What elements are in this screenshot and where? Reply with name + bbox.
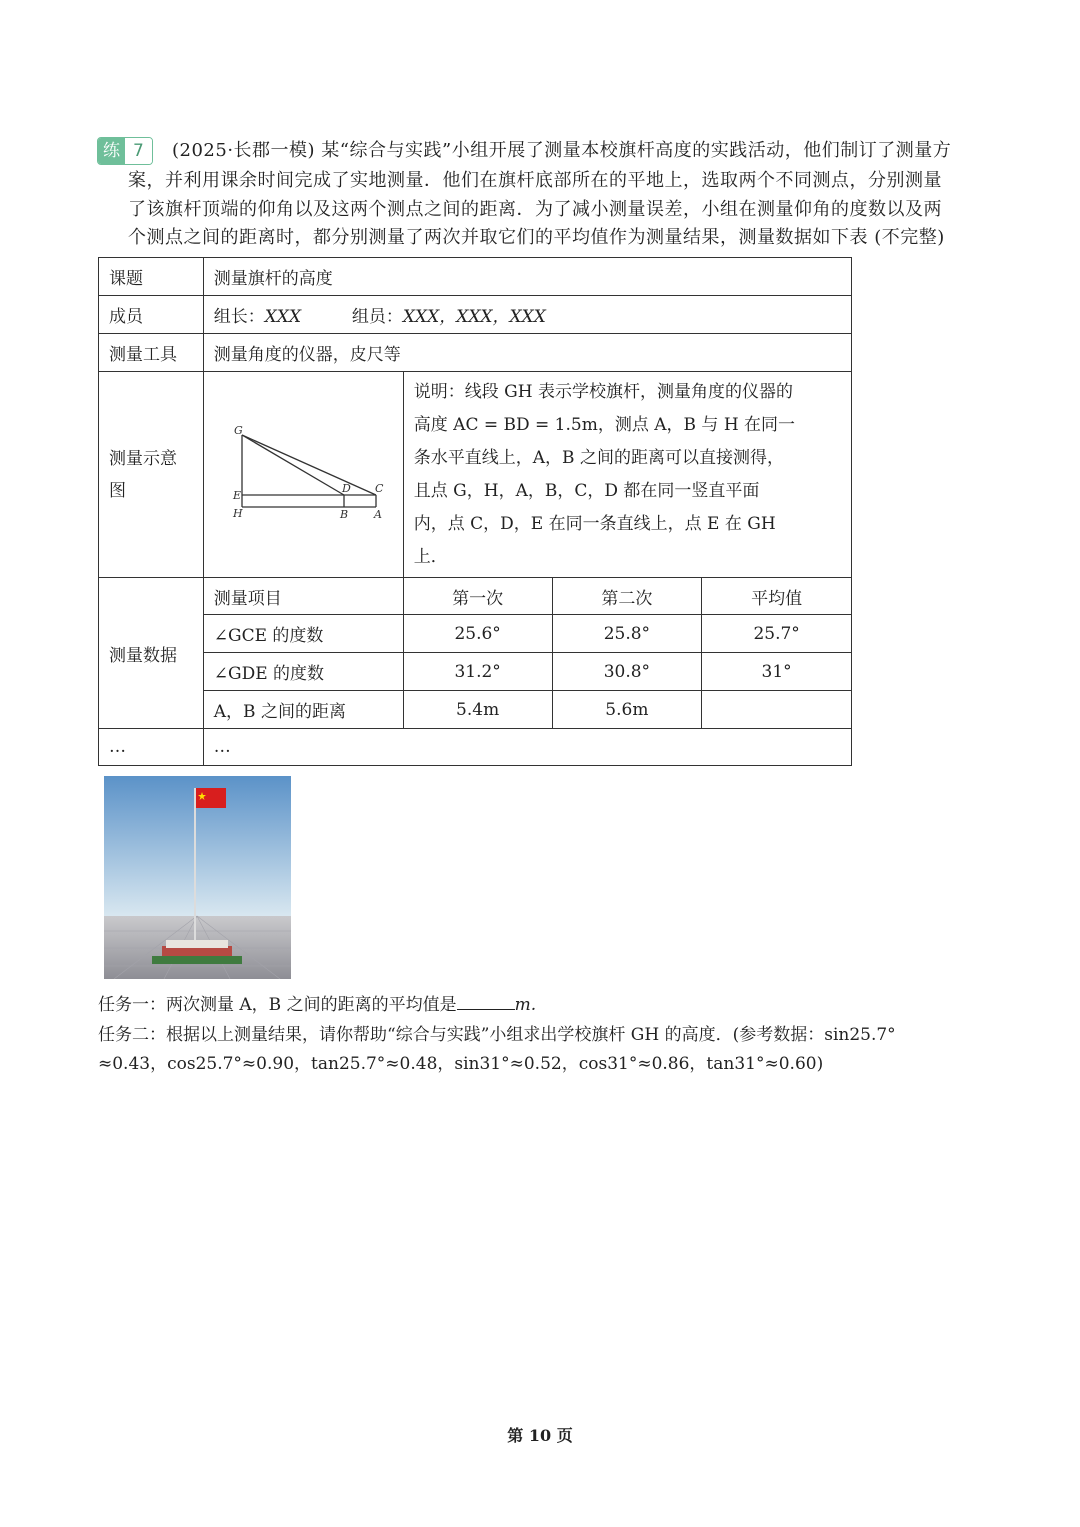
row-average: 31°: [702, 653, 852, 691]
sight-line-d: [242, 435, 344, 495]
table-row: [99, 691, 852, 729]
row-first: 5.4m: [403, 691, 552, 729]
data-label: 测量数据: [99, 578, 204, 729]
explanation-line: 内，点 C，D，E 在同一条直线上，点 E 在 GH: [413, 513, 776, 534]
task-one: [98, 990, 536, 1020]
task-two-line-2: ≈0.43，cos25.7°≈0.90，tan25.7°≈0.48，sin31°≈0.52，cos31°≈0.86，tan31°≈0.60): [98, 1054, 824, 1074]
diagram-cell: [203, 372, 403, 578]
header-item: 测量项目: [203, 578, 403, 615]
measurement-table: [98, 257, 852, 766]
answer-blank[interactable]: [457, 991, 515, 1010]
explanation-line: 且点 G，H，A，B，C，D 都在同一竖直平面: [413, 480, 760, 501]
table-row: [99, 653, 852, 691]
row-item: ∠GCE 的度数: [203, 615, 403, 653]
flagpole: [194, 788, 196, 956]
row-first: 25.6°: [403, 615, 552, 653]
header-average: 平均值: [702, 578, 852, 615]
members-label: 成员: [99, 296, 204, 334]
header-first: 第一次: [403, 578, 552, 615]
row-second: 25.8°: [552, 615, 702, 653]
task-one-text: 任务一：两次测量 A，B 之间的距离的平均值是: [98, 995, 457, 1015]
exercise-tag: [97, 137, 153, 165]
problem-line-1: (2025·长郡一模) 某“综合与实践”小组开展了测量本校旗杆高度的实践活动，他们制订了测量方: [172, 140, 952, 161]
problem-line-4: 个测点之间的距离时，都分别测量了两次并取它们的平均值作为测量结果，测量数据如下表 (不完整): [128, 227, 945, 248]
topic-label: 课题: [99, 258, 204, 296]
row-average: [702, 691, 852, 729]
platform-rail: [166, 940, 228, 948]
header-second: 第二次: [552, 578, 702, 615]
row-second: 30.8°: [552, 653, 702, 691]
task-one-unit: m.: [514, 995, 537, 1015]
problem-line-2: 案，并利用课余时间完成了实地测量．他们在旗杆底部所在的平地上，选取两个不同测点，分别测量: [128, 170, 942, 191]
more-value: …: [203, 729, 851, 766]
row-more: [99, 729, 852, 766]
row-second: 5.6m: [552, 691, 702, 729]
row-topic: [99, 258, 852, 296]
row-first: 31.2°: [403, 653, 552, 691]
table-row: [99, 615, 852, 653]
diagram-explanation: [403, 372, 851, 578]
explanation-line: 条水平直线上，A，B 之间的距离可以直接测得，: [413, 447, 784, 468]
more-label: …: [99, 729, 204, 766]
members-cell: [203, 296, 851, 334]
tools-value: 测量角度的仪器，皮尺等: [203, 334, 851, 372]
explanation-line: 说明：线段 GH 表示学校旗杆，测量角度的仪器的: [413, 381, 793, 402]
sight-line-c: [242, 435, 376, 495]
diagram-label: 测量示意图: [99, 372, 204, 578]
row-members: [99, 296, 852, 334]
explanation-line: 高度 AC = BD = 1.5m，测点 A，B 与 H 在同一: [413, 414, 796, 435]
point-c-label: C: [374, 482, 384, 495]
point-g-label: G: [233, 424, 243, 437]
leader-label: 组长：: [213, 307, 265, 327]
leader-name: XXX: [264, 307, 302, 327]
point-e-label: E: [232, 489, 241, 502]
page-number: 第 10 页: [507, 1426, 573, 1445]
row-item: A，B 之间的距离: [203, 691, 403, 729]
explanation-line: 上．: [413, 546, 448, 567]
tools-label: 测量工具: [99, 334, 204, 372]
point-d-label: D: [341, 482, 351, 495]
row-diagram: [99, 372, 852, 578]
flagpole-photo: [104, 776, 291, 979]
platform-hedge: [152, 956, 242, 964]
task-two-line-1: 任务二：根据以上测量结果，请你帮助“综合与实践”小组求出学校旗杆 GH 的高度．(参考数据：sin25.7°: [98, 1025, 896, 1045]
problem-line-3: 了该旗杆顶端的仰角以及这两个测点之间的距离．为了减小测量误差，小组在测量仰角的度数以及两: [128, 199, 942, 220]
row-data-header: [99, 578, 852, 615]
members-prefix: 组员：: [351, 307, 403, 327]
point-b-label: B: [339, 508, 348, 521]
point-h-label: H: [232, 507, 243, 520]
topic-value: 测量旗杆的高度: [203, 258, 851, 296]
exercise-tag-number: 7: [125, 138, 152, 164]
point-a-label: A: [373, 508, 382, 521]
row-item: ∠GDE 的度数: [203, 653, 403, 691]
members-names: XXX，XXX，XXX: [402, 307, 546, 327]
exercise-tag-label: 练: [98, 138, 125, 164]
row-tools: [99, 334, 852, 372]
row-average: 25.7°: [702, 615, 852, 653]
measurement-diagram: [204, 372, 402, 572]
